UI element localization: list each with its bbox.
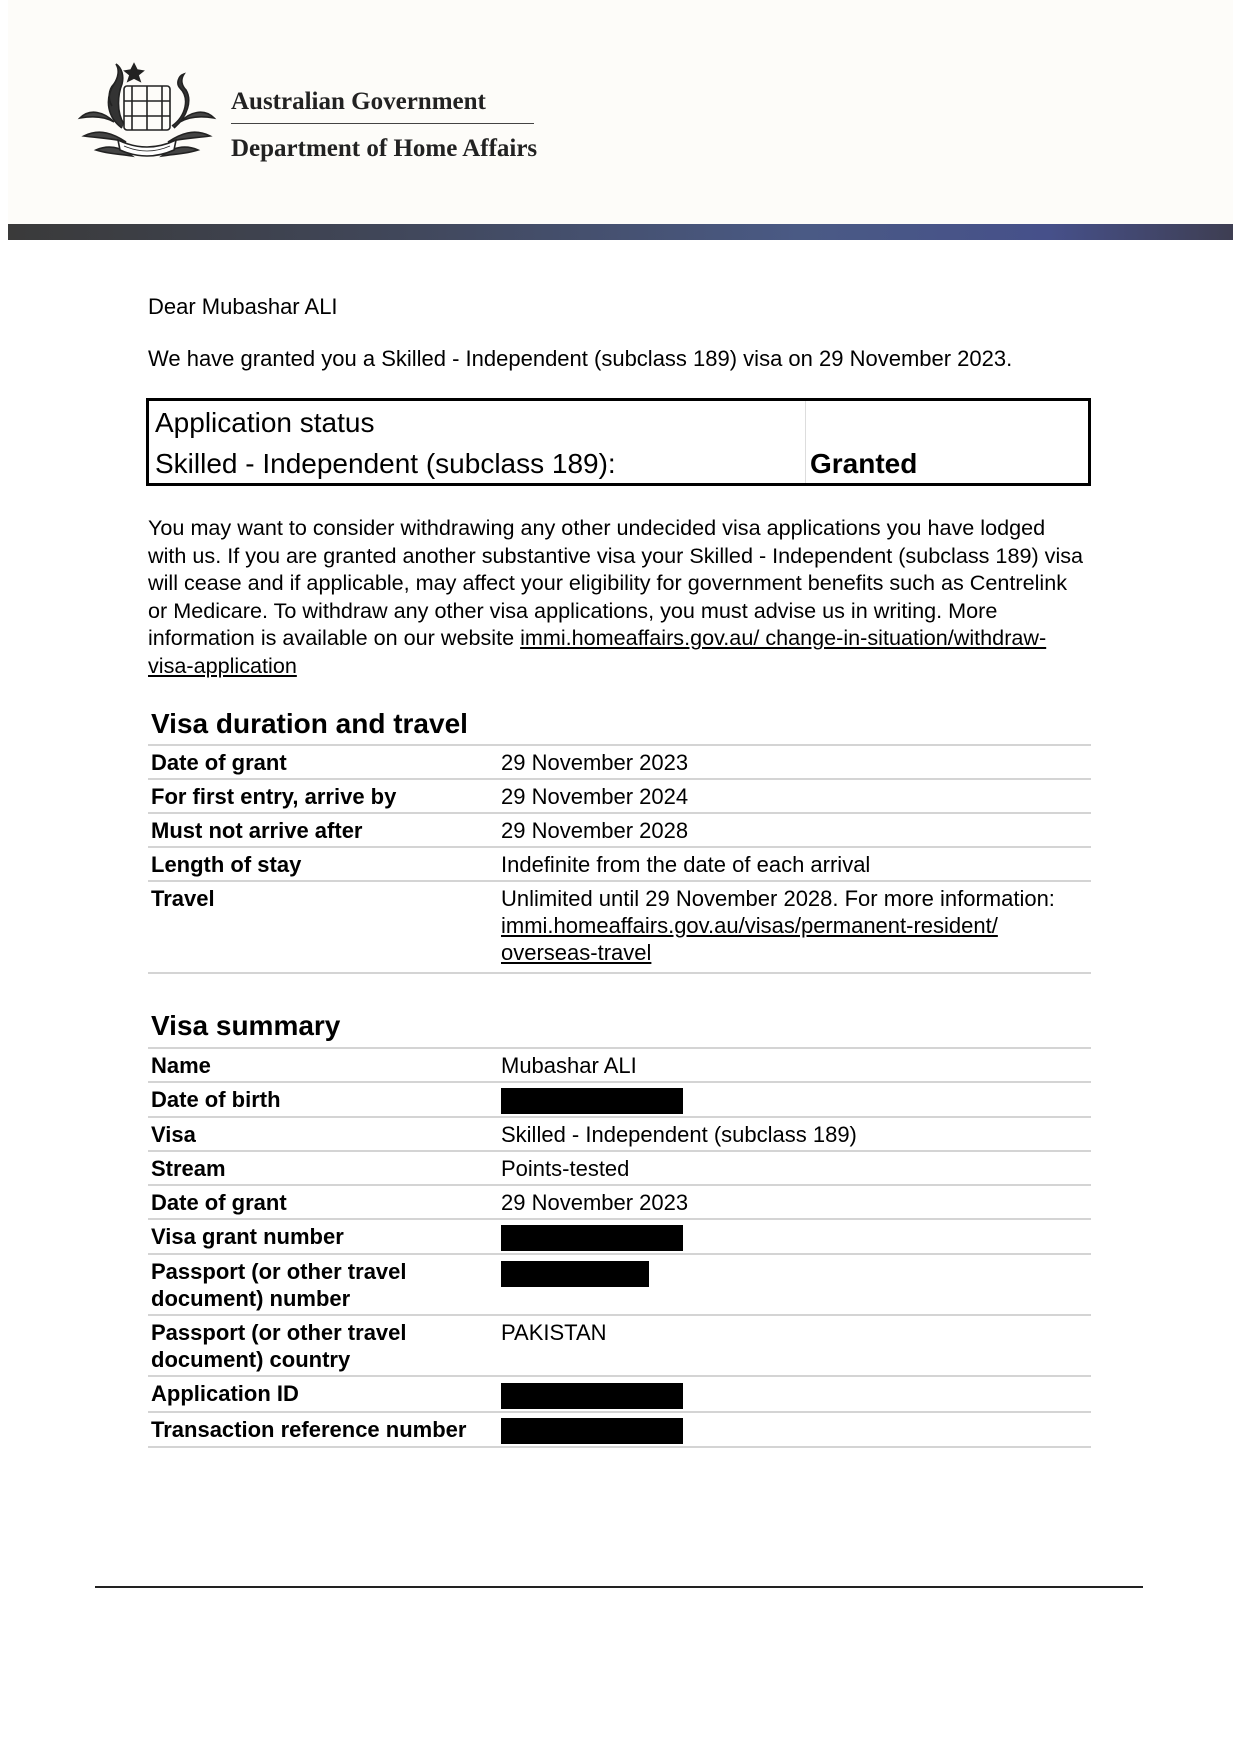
table-row <box>148 847 1091 881</box>
row-value: 29 November 2024 <box>498 779 1091 813</box>
row-value: Points-tested <box>498 1151 1091 1185</box>
table-row <box>148 1048 1091 1082</box>
row-label: Visa <box>148 1117 498 1151</box>
travel-text: Unlimited until 29 November 2028. For more information: <box>501 886 1055 911</box>
row-value <box>498 881 1091 973</box>
duration-table <box>148 744 1091 974</box>
row-label: Length of stay <box>148 847 498 881</box>
table-row <box>148 745 1091 779</box>
government-name: Australian Government <box>231 88 486 115</box>
table-row <box>148 779 1091 813</box>
grant-intro: We have granted you a Skilled - Independent (subclass 189) visa on 29 November 2023. <box>148 346 1013 371</box>
table-row <box>148 1219 1091 1254</box>
summary-table <box>148 1047 1091 1448</box>
redaction-bar <box>501 1088 683 1114</box>
table-row <box>148 813 1091 847</box>
row-label: Transaction reference number <box>148 1412 498 1447</box>
row-value: Skilled - Independent (subclass 189) <box>498 1117 1091 1151</box>
row-label: Visa grant number <box>148 1219 498 1254</box>
row-label: Passport (or other travel document) number <box>148 1254 498 1315</box>
row-label: Travel <box>148 881 498 973</box>
application-status-box <box>146 398 1091 486</box>
status-divider <box>805 401 806 483</box>
overseas-travel-link[interactable]: immi.homeaffairs.gov.au/visas/permanent-resident/ overseas-travel <box>501 913 998 965</box>
row-label: Name <box>148 1048 498 1082</box>
row-label: Application ID <box>148 1376 498 1411</box>
row-label: Passport (or other travel document) country <box>148 1315 498 1376</box>
table-row <box>148 1185 1091 1219</box>
table-row <box>148 1117 1091 1151</box>
row-value: Indefinite from the date of each arrival <box>498 847 1091 881</box>
row-value <box>498 1082 1091 1117</box>
row-value: PAKISTAN <box>498 1315 1091 1376</box>
notice-text: You may want to consider withdrawing any other undecided visa applications you have lodged with us. If you are granted another substantive visa your Skilled - Independent (subclass 189) visa will cease and if applicable, may affect your eligibility for government benefits such as Centrelink or Medicare. To withdraw any other visa applications, you must advise us in writing. More information is available on our website <box>148 515 1084 651</box>
row-label: Must not arrive after <box>148 813 498 847</box>
table-row <box>148 1254 1091 1315</box>
row-value <box>498 1412 1091 1447</box>
table-row <box>148 881 1091 973</box>
row-value: 29 November 2028 <box>498 813 1091 847</box>
redaction-bar <box>501 1261 649 1287</box>
row-label: For first entry, arrive by <box>148 779 498 813</box>
redaction-bar <box>501 1418 683 1444</box>
table-row <box>148 1376 1091 1411</box>
duration-section-title: Visa duration and travel <box>151 708 468 739</box>
status-heading: Application status <box>155 407 375 438</box>
withdraw-visa-link[interactable]: immi.homeaffairs.gov.au/ change-in-situation/withdraw-visa-application <box>148 625 1047 678</box>
row-value <box>498 1219 1091 1254</box>
status-value: Granted <box>810 448 918 479</box>
row-value: 29 November 2023 <box>498 745 1091 779</box>
letterhead-divider <box>231 123 534 124</box>
row-value: Mubashar ALI <box>498 1048 1091 1082</box>
commonwealth-coat-of-arms-icon <box>74 58 220 166</box>
row-label: Date of grant <box>148 1185 498 1219</box>
row-label: Date of grant <box>148 745 498 779</box>
row-label: Date of birth <box>148 1082 498 1117</box>
row-value <box>498 1254 1091 1315</box>
table-row <box>148 1412 1091 1447</box>
redaction-bar <box>501 1225 683 1251</box>
status-visa-name: Skilled - Independent (subclass 189): <box>155 448 616 479</box>
summary-section-title: Visa summary <box>151 1010 341 1041</box>
withdrawal-notice <box>148 514 1088 680</box>
row-label: Stream <box>148 1151 498 1185</box>
table-row <box>148 1315 1091 1376</box>
table-row <box>148 1151 1091 1185</box>
salutation: Dear Mubashar ALI <box>148 294 338 319</box>
redaction-bar <box>501 1383 683 1409</box>
department-name: Department of Home Affairs <box>231 135 538 162</box>
table-row <box>148 1082 1091 1117</box>
letterhead-band <box>8 224 1233 240</box>
row-value <box>498 1376 1091 1411</box>
footer-divider <box>95 1586 1143 1588</box>
row-value: 29 November 2023 <box>498 1185 1091 1219</box>
